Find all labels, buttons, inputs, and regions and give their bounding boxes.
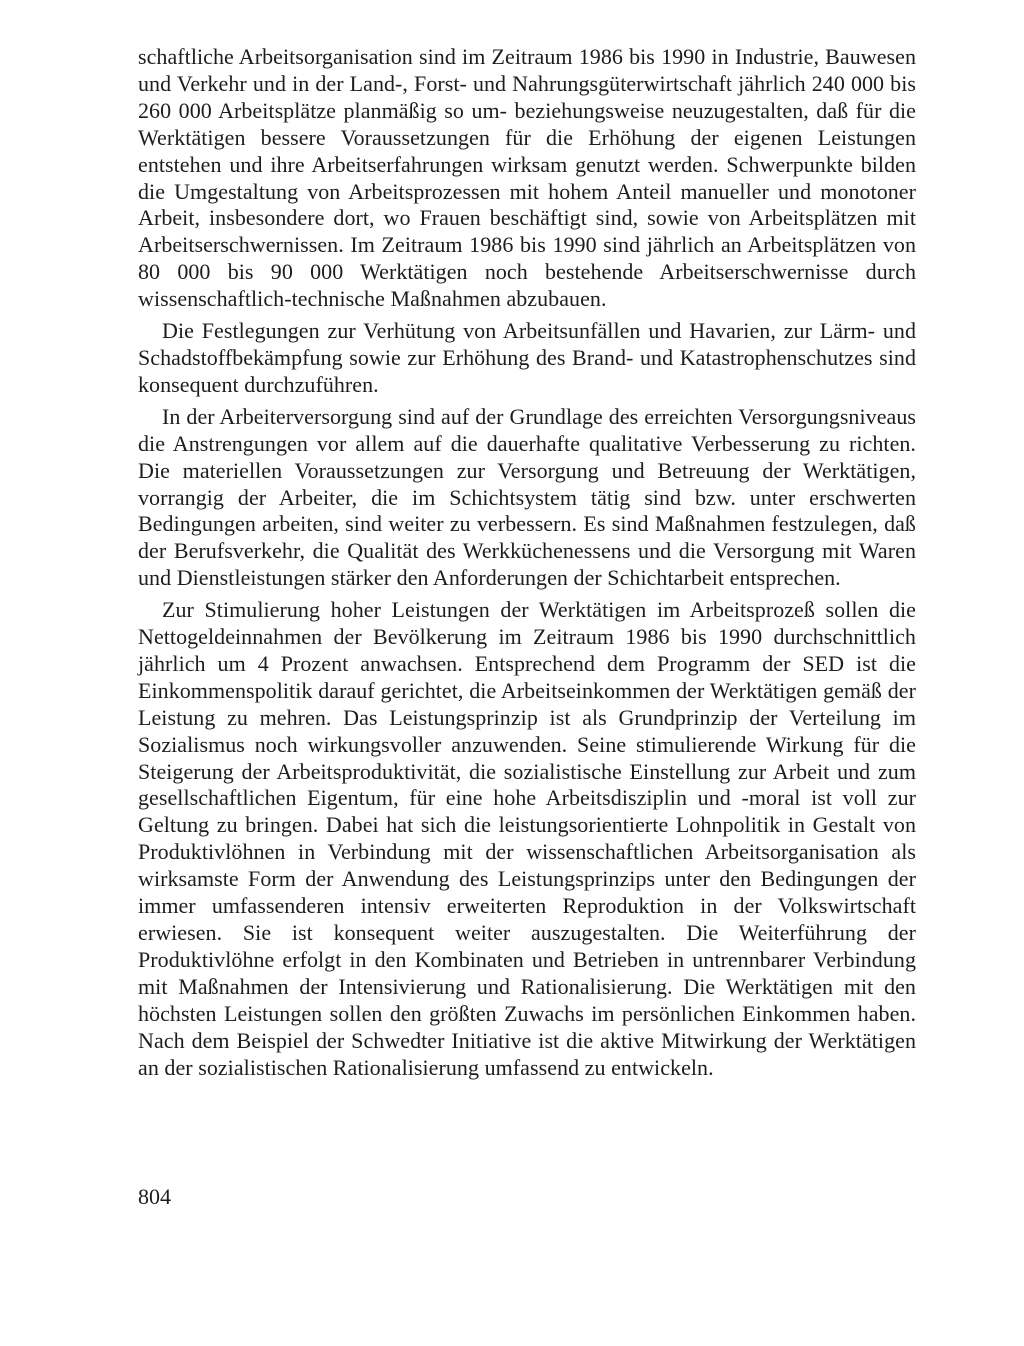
page-body bbox=[138, 44, 916, 1086]
paragraph-worker-supply: In der Arbeiterversorgung sind auf der Grundlage des erreichten Versorgungsniveaus die Anstrengungen vor allem auf die dauerhafte qualitative Verbesserung zu richten. Die materiellen Voraussetzungen zur Versorgung und Betreuung der Werktätigen, vorrangig der Arbeiter, die im Schichtsystem tätig sind bzw. unter erschwerten Bedingungen arbeiten, sind weiter zu verbessern. Es sind Maßnahmen festzulegen, daß der Berufsverkehr, die Qualität des Werkküchenessens und die Versorgung mit Waren und Dienstleistungen stärker den Anforderungen der Schichtarbeit entsprechen. bbox=[138, 403, 916, 591]
paragraph-work-organisation: schaftliche Arbeitsorganisation sind im Zeitraum 1986 bis 1990 in Industrie, Bauwesen und Verkehr und in der Land-, Forst- und Nahrungsgüterwirtschaft jährlich 240 000 bis 260 000 Arbeitsplätze planmäßig so um- beziehungsweise neuzugestalten, daß für die Werktätigen bessere Voraussetzungen für die Erhöhung der eigenen Leistungen entstehen und ihre Arbeitserfahrungen wirksam genutzt werden. Schwerpunkte bilden die Umgestaltung von Arbeitsprozessen mit hohem Anteil manueller und monotoner Arbeit, insbesondere dort, wo Frauen beschäftigt sind, sowie von Arbeitsplätzen mit Arbeitserschwernissen. Im Zeitraum 1986 bis 1990 sind jährlich an Arbeitsplätzen von 80 000 bis 90 000 Werktätigen noch bestehende Arbeitserschwernisse durch wissenschaftlich-technische Maßnahmen abzubauen. bbox=[138, 44, 916, 312]
page-number: 804 bbox=[138, 1184, 171, 1209]
paragraph-accident-prevention: Die Festlegungen zur Verhütung von Arbeitsunfällen und Havarien, zur Lärm- und Schadstoffbekämpfung sowie zur Erhöhung des Brand- und Katastrophenschutzes sind konsequent durchzuführen. bbox=[138, 318, 916, 397]
paragraph-income-stimulation: Zur Stimulierung hoher Leistungen der Werktätigen im Arbeitsprozeß sollen die Nettogeldeinnahmen der Bevölkerung im Zeitraum 1986 bis 1990 durchschnittlich jährlich um 4 Prozent anwachsen. Entsprechend dem Programm der SED ist die Einkommenspolitik darauf gerichtet, die Arbeitseinkommen der Werktätigen gemäß der Leistung zu mehren. Das Leistungsprinzip ist als Grundprinzip der Verteilung im Sozialismus noch wirkungsvoller anzuwenden. Seine stimulierende Wirkung für die Steigerung der Arbeitsproduktivität, die sozialistische Einstellung zur Arbeit und zum gesellschaftlichen Eigentum, für eine hohe Arbeitsdisziplin und -moral ist voll zur Geltung zu bringen. Dabei hat sich die leistungsorientierte Lohnpolitik in Gestalt von Produktivlöhnen in Verbindung mit der wissenschaftlichen Arbeitsorganisation als wirksamste Form der Anwendung des Leistungsprinzips unter den Bedingungen der immer umfassenderen intensiv erweiterten Reproduktion in der Volkswirtschaft erwiesen. Sie ist konsequent weiter auszugestalten. Die Weiterführung der Produktivlöhne erfolgt in den Kombinaten und Betrieben in untrennbarer Verbindung mit Maßnahmen der Intensivierung und Rationalisierung. Die Werktätigen mit den höchsten Leistungen sollen den größten Zuwachs im persönlichen Einkommen haben. Nach dem Beispiel der Schwedter Initiative ist die aktive Mitwirkung der Werktätigen an der sozialistischen Rationalisierung umfassend zu entwickeln. bbox=[138, 597, 916, 1080]
